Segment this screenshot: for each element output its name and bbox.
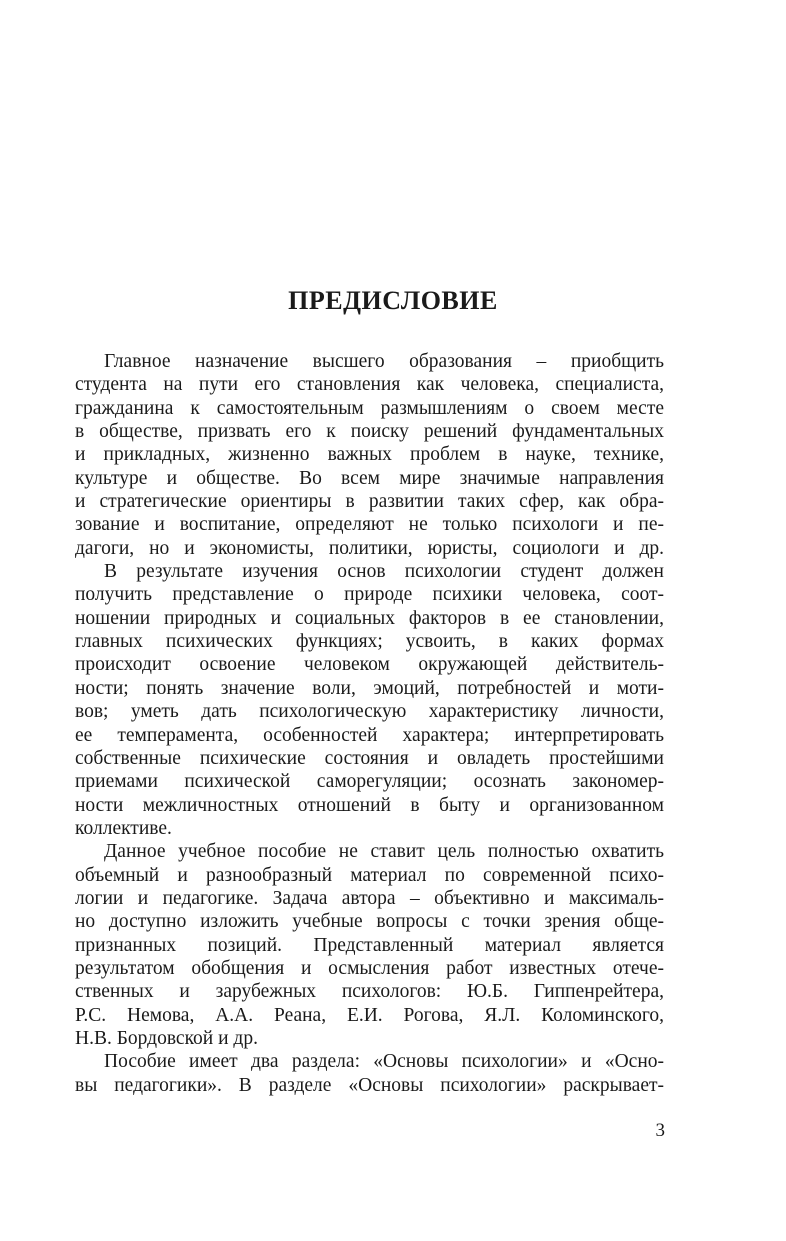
- text-line: ности межличностных отношений в быту и организованном: [75, 794, 664, 816]
- text-line: приемами психической саморегуляции; осознать закономер-: [75, 771, 664, 793]
- text-line: Р.С. Немова, А.А. Реана, Е.И. Рогова, Я.Л. Коломинского,: [75, 1004, 664, 1026]
- text-line: вов; уметь дать психологическую характеристику личности,: [75, 701, 664, 723]
- text-line: получить представление о природе психики человека, соот-: [75, 584, 664, 606]
- text-line: В результате изучения основ психологии студент должен: [104, 561, 664, 583]
- paragraph: [75, 560, 664, 840]
- text-line: Главное назначение высшего образования – приобщить: [104, 351, 664, 372]
- text-line: гражданина к самостоятельным размышлениям о своем месте: [75, 397, 664, 419]
- text-line: дагоги, но и экономисты, политики, юристы, социологи и др.: [75, 537, 664, 559]
- text-line: Н.В. Бордовской и др.: [75, 1027, 258, 1049]
- text-line: главных психических функциях; усвоить, в каких формах: [75, 631, 664, 653]
- text-line: ственных и зарубежных психологов: Ю.Б. Гиппенрейтера,: [75, 981, 664, 1003]
- text-line: ее темперамента, особенностей характера; интерпретировать: [75, 724, 664, 746]
- paragraph: [75, 350, 664, 560]
- text-line: Пособие имеет два раздела: «Основы психологии» и «Осно-: [104, 1051, 664, 1073]
- text-line: собственные психические состояния и овладеть простейшими: [75, 747, 664, 769]
- text-line: студента на пути его становления как человека, специалиста,: [75, 374, 664, 396]
- text-line: объемный и разнообразный материал по современной психо-: [75, 864, 664, 886]
- text-line: и прикладных, жизненно важных проблем в науке, технике,: [75, 444, 664, 466]
- text-line: Данное учебное пособие не ставит цель полностью охватить: [104, 841, 664, 863]
- text-line: ношении природных и социальных факторов в ее становлении,: [75, 607, 664, 629]
- text-line: происходит освоение человеком окружающей действитель-: [75, 654, 664, 676]
- text-line: признанных позиций. Представленный материал является: [75, 934, 664, 956]
- text-line: ности; понять значение воли, эмоций, потребностей и моти-: [75, 677, 664, 699]
- paragraph: [75, 1050, 664, 1097]
- body-text: [75, 350, 664, 1097]
- page-number: 3: [655, 1120, 665, 1141]
- text-line: культуре и обществе. Во всем мире значимые направления: [75, 467, 664, 489]
- text-line: результатом обобщения и осмысления работ известных отече-: [75, 957, 664, 979]
- page-title: ПРЕДИСЛОВИЕ: [288, 286, 498, 315]
- text-line: но доступно изложить учебные вопросы с точки зрения обще-: [75, 911, 664, 933]
- text-line: коллективе.: [75, 817, 172, 839]
- paragraph: [75, 840, 664, 1050]
- text-line: логии и педагогике. Задача автора – объективно и максималь-: [75, 887, 664, 909]
- text-line: и стратегические ориентиры в развитии таких сфер, как обра-: [75, 491, 664, 513]
- text-line: в обществе, призвать его к поиску решений фундаментальных: [75, 421, 664, 443]
- text-line: вы педагогики». В разделе «Основы психологии» раскрывает-: [75, 1074, 664, 1096]
- text-line: зование и воспитание, определяют не только психологи и пе-: [75, 514, 664, 536]
